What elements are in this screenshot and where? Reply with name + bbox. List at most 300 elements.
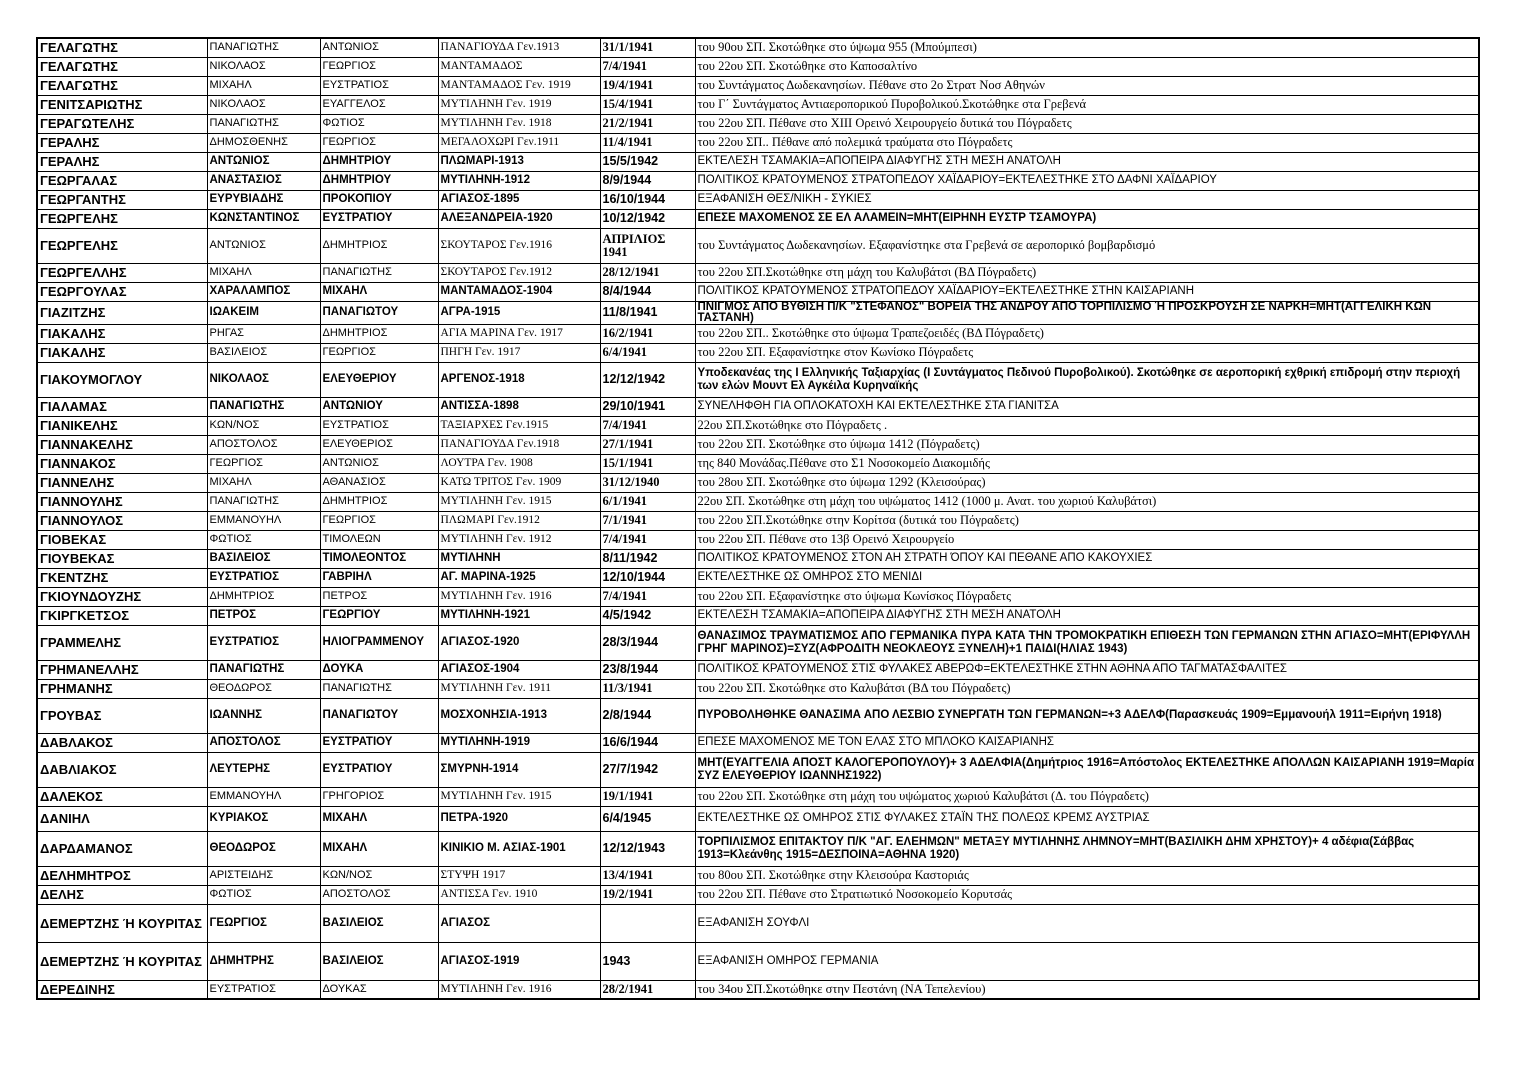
table-row xyxy=(37,568,1479,587)
description-cell: Υποδεκανέας της I Ελληνικής Ταξιαρχίας (I Συντάγματος Πεδινού Πυροβολικού). Σκοτώθηκε σε αεροπορική εχθρική επιδρομή στην περιοχή των ελών Μουντ Ελ Αγκέιλα Κυρηναϊκής xyxy=(695,362,1479,397)
date-cell: 7/4/1941 xyxy=(600,57,695,76)
birthplace-cell: ΠΗΓΗ Γεν. 1917 xyxy=(438,343,600,362)
description-cell: ΜΗΤ(ΕΥΑΓΓΕΛΙΑ ΑΠΟΣΤ ΚΑΛΟΓΕΡΟΠΟΥΛΟΥ)+ 3 ΑΔΕΛΦΙΑ(Δημήτριος 1916=Απόστολος ΕΚΤΕΛΕΣΤΗΚΕ ΑΠΟΛΛΩΝ ΚΑΙΣΑΡΙΑΝΗ 1919=Μαρία ΣΥΖ ΕΛΕΥΘΕΡΙΟΥ ΙΩΑΝΝΗΣ1922) xyxy=(695,752,1479,787)
father-name-cell: ΔΗΜΗΤΡΙΟΣ xyxy=(320,324,438,343)
description-cell: 22ου ΣΠ. Σκοτώθηκε στη μάχη του υψώματος 1412 (1000 μ. Ανατ. του χωριού Καλυβάτσι) xyxy=(695,492,1479,511)
surname-cell: ΓΕΛΑΓΩΤΗΣ xyxy=(37,38,207,57)
surname-cell: ΓΕΡΑΛΗΣ xyxy=(37,152,207,171)
surname-cell: ΓΕΩΡΓΕΛΗΣ xyxy=(37,209,207,228)
birthplace-cell: ΑΓ. ΜΑΡΙΝΑ-1925 xyxy=(438,568,600,587)
table-row xyxy=(37,606,1479,625)
table-row xyxy=(37,511,1479,530)
table-row xyxy=(37,806,1479,831)
birthplace-cell: ΜΥΤΙΛΗΝΗ Γεν. 1916 xyxy=(438,980,600,999)
description-cell: του 22ου ΣΠ. Πέθανε στο Στρατιωτικό Νοσοκομείο Κορυτσάς xyxy=(695,885,1479,904)
birthplace-cell: ΑΝΤΙΣΣΑ Γεν. 1910 xyxy=(438,885,600,904)
father-name-cell: ΕΥΣΤΡΑΤΙΟΥ xyxy=(320,733,438,752)
father-name-cell: ΔΗΜΗΤΡΙΟΥ xyxy=(320,152,438,171)
surname-cell: ΓΚΕΝΤΖΗΣ xyxy=(37,568,207,587)
date-cell: 4/5/1942 xyxy=(600,606,695,625)
birthplace-cell: ΤΑΞΙΑΡΧΕΣ Γεν.1915 xyxy=(438,416,600,435)
first-name-cell: ΚΩΝΣΤΑΝΤΙΝΟΣ xyxy=(207,209,320,228)
surname-cell: ΓΡΗΜΑΝΗΣ xyxy=(37,679,207,698)
surname-cell: ΓΚΙΡΓΚΕΤΣΟΣ xyxy=(37,606,207,625)
surname-cell: ΓΙΑΖΙΤΖΗΣ xyxy=(37,301,207,324)
date-cell: 12/12/1943 xyxy=(600,831,695,866)
date-cell: 15/1/1941 xyxy=(600,454,695,473)
birthplace-cell: ΜΥΤΙΛΗΝΗ Γεν. 1915 xyxy=(438,492,600,511)
first-name-cell: ΕΥΣΤΡΑΤΙΟΣ xyxy=(207,980,320,999)
father-name-cell: ΓΡΗΓΟΡΙΟΣ xyxy=(320,787,438,806)
surname-cell: ΓΕΛΑΓΩΤΗΣ xyxy=(37,57,207,76)
birthplace-cell: ΜΥΤΙΛΗΝΗ Γεν. 1918 xyxy=(438,114,600,133)
first-name-cell: ΡΗΓΑΣ xyxy=(207,324,320,343)
description-cell: του 22ου ΣΠ.. Σκοτώθηκε στο ύψωμα Τραπεζοειδές (ΒΔ Πόγραδετς) xyxy=(695,324,1479,343)
father-name-cell: ΓΑΒΡΙΗΛ xyxy=(320,568,438,587)
description-cell: ΠΝΙΓΜΟΣ ΑΠΟ ΒΥΘΙΣΗ Π/Κ "ΣΤΕΦΑΝΟΣ" ΒΟΡΕΙΑ ΤΗΣ ΑΝΔΡΟΥ ΑΠΟ ΤΟΡΠΙΛΙΣΜΟ Ή ΠΡΟΣΚΡΟΥΣΗ ΣΕ ΝΑΡΚΗ=ΜΗΤ(ΑΓΓΕΛΙΚΗ ΚΩΝ ΤΑΣΤΑΝΗ) xyxy=(695,301,1479,324)
table-row xyxy=(37,866,1479,885)
date-cell: 27/1/1941 xyxy=(600,435,695,454)
father-name-cell: ΔΗΜΗΤΡΙΟΥ xyxy=(320,171,438,190)
date-cell: 11/4/1941 xyxy=(600,133,695,152)
table-row xyxy=(37,343,1479,362)
first-name-cell: ΙΩΑΝΝΗΣ xyxy=(207,698,320,733)
casualty-register-table xyxy=(36,37,1480,1000)
birthplace-cell: ΜΥΤΙΛΗΝΗ Γεν. 1912 xyxy=(438,530,600,549)
date-cell: 7/1/1941 xyxy=(600,511,695,530)
date-cell: 16/6/1944 xyxy=(600,733,695,752)
table-body xyxy=(37,38,1479,999)
description-cell: του 90ου ΣΠ. Σκοτώθηκε στο ύψωμα 955 (Μπούμπεσι) xyxy=(695,38,1479,57)
surname-cell: ΓΡΟΥΒΑΣ xyxy=(37,698,207,733)
surname-cell: ΔΕΜΕΡΤΖΗΣ Ή ΚΟΥΡΙΤΑΣ xyxy=(37,904,207,942)
first-name-cell: ΑΠΟΣΤΟΛΟΣ xyxy=(207,733,320,752)
father-name-cell: ΓΕΩΡΓΙΟΥ xyxy=(320,606,438,625)
date-cell: 13/4/1941 xyxy=(600,866,695,885)
surname-cell: ΓΕΡΑΛΗΣ xyxy=(37,133,207,152)
description-cell: του 22ου ΣΠ. Εξαφανίστηκε στον Κωνίσκο Πόγραδετς xyxy=(695,343,1479,362)
first-name-cell: ΠΑΝΑΓΙΩΤΗΣ xyxy=(207,492,320,511)
surname-cell: ΓΙΑΛΑΜΑΣ xyxy=(37,397,207,416)
table-row xyxy=(37,228,1479,263)
first-name-cell: ΒΑΣΙΛΕΙΟΣ xyxy=(207,343,320,362)
table-row xyxy=(37,324,1479,343)
table-row xyxy=(37,454,1479,473)
first-name-cell: ΔΗΜΟΣΘΕΝΗΣ xyxy=(207,133,320,152)
description-cell: ΤΟΡΠΙΛΙΣΜΟΣ ΕΠΙΤΑΚΤΟΥ Π/Κ "ΑΓ. ΕΛΕΗΜΩΝ" ΜΕΤΑΞΥ ΜΥΤΙΛΗΝΗΣ ΛΗΜΝΟΥ=ΜΗΤ(ΒΑΣΙΛΙΚΗ ΔΗΜ ΧΡΗΣΤΟΥ)+ 4 αδέφια(Σάββας 1913=Κλεάνθης 1915=ΔΕΣΠΟΙΝΑ=ΑΘΗΝΑ 1920) xyxy=(695,831,1479,866)
table-row xyxy=(37,114,1479,133)
birthplace-cell: ΣΜΥΡΝΗ-1914 xyxy=(438,752,600,787)
description-cell: του 22ου ΣΠ.. Πέθανε από πολεμικά τραύματα στο Πόγραδετς xyxy=(695,133,1479,152)
birthplace-cell: ΑΓΡΑ-1915 xyxy=(438,301,600,324)
birthplace-cell: ΜΥΤΙΛΗΝΗ-1919 xyxy=(438,733,600,752)
first-name-cell: ΠΑΝΑΓΙΩΤΗΣ xyxy=(207,397,320,416)
first-name-cell: ΝΙΚΟΛΑΟΣ xyxy=(207,95,320,114)
birthplace-cell: ΚΙΝΙΚΙΟ Μ. ΑΣΙΑΣ-1901 xyxy=(438,831,600,866)
description-cell: του 22ου ΣΠ.Σκοτώθηκε στην Κορίτσα (δυτικά του Πόγραδετς) xyxy=(695,511,1479,530)
first-name-cell: ΦΩΤΙΟΣ xyxy=(207,530,320,549)
date-cell: 23/8/1944 xyxy=(600,660,695,679)
birthplace-cell: ΑΓΙΑΣΟΣ xyxy=(438,904,600,942)
first-name-cell: ΚΩΝ/ΝΟΣ xyxy=(207,416,320,435)
father-name-cell: ΔΗΜΗΤΡΙΟΣ xyxy=(320,492,438,511)
table-row xyxy=(37,282,1479,301)
father-name-cell: ΒΑΣΙΛΕΙΟΣ xyxy=(320,904,438,942)
table-row xyxy=(37,752,1479,787)
surname-cell: ΓΕΩΡΓΑΛΑΣ xyxy=(37,171,207,190)
description-cell: ΕΚΤΕΛΕΣΤΗΚΕ ΩΣ ΟΜΗΡΟΣ ΣΤΙΣ ΦΥΛΑΚΕΣ ΣΤΑΪΝ ΤΗΣ ΠΟΛΕΩΣ ΚΡΕΜΣ ΑΥΣΤΡΙΑΣ xyxy=(695,806,1479,831)
table-row xyxy=(37,831,1479,866)
father-name-cell: ΤΙΜΟΛΕΩΝ xyxy=(320,530,438,549)
father-name-cell: ΓΕΩΡΓΙΟΣ xyxy=(320,57,438,76)
first-name-cell: ΑΠΟΣΤΟΛΟΣ xyxy=(207,435,320,454)
description-cell: ΠΟΛΙΤΙΚΟΣ ΚΡΑΤΟΥΜΕΝΟΣ ΣΤΙΣ ΦΥΛΑΚΕΣ ΑΒΕΡΩΦ=ΕΚΤΕΛΕΣΤΗΚΕ ΣΤΗΝ ΑΘΗΝΑ ΑΠΟ ΤΑΓΜΑΤΑΣΦΑΛΙΤΕΣ xyxy=(695,660,1479,679)
birthplace-cell: ΣΚΟΥΤΑΡΟΣ Γεν.1912 xyxy=(438,263,600,282)
date-cell xyxy=(600,904,695,942)
table-row xyxy=(37,530,1479,549)
table-row xyxy=(37,679,1479,698)
table-row xyxy=(37,95,1479,114)
description-cell: ΕΚΤΕΛΕΣΗ ΤΣΑΜΑΚΙΑ=ΑΠΟΠΕΙΡΑ ΔΙΑΦΥΓΗΣ ΣΤΗ ΜΕΣΗ ΑΝΑΤΟΛΗ xyxy=(695,606,1479,625)
description-cell: του 22ου ΣΠ.Σκοτώθηκε στη μάχη του Καλυβάτσι (ΒΔ Πόγραδετς) xyxy=(695,263,1479,282)
date-cell: 16/2/1941 xyxy=(600,324,695,343)
description-cell: του Γ΄ Συντάγματος Αντιαεροπορικού Πυροβολικού.Σκοτώθηκε στα Γρεβενά xyxy=(695,95,1479,114)
birthplace-cell: ΣΚΟΥΤΑΡΟΣ Γεν.1916 xyxy=(438,228,600,263)
birthplace-cell: ΑΓΙΑΣΟΣ-1895 xyxy=(438,190,600,209)
first-name-cell: ΘΕΟΔΩΡΟΣ xyxy=(207,679,320,698)
first-name-cell: ΒΑΣΙΛΕΙΟΣ xyxy=(207,549,320,568)
first-name-cell: ΜΙΧΑΗΛ xyxy=(207,473,320,492)
table-row xyxy=(37,435,1479,454)
father-name-cell: ΑΝΤΩΝΙΟΣ xyxy=(320,38,438,57)
table-row xyxy=(37,133,1479,152)
surname-cell: ΓΙΑΝΝΟΥΛΗΣ xyxy=(37,492,207,511)
surname-cell: ΓΙΑΝΝΕΛΗΣ xyxy=(37,473,207,492)
first-name-cell: ΕΜΜΑΝΟΥΗΛ xyxy=(207,787,320,806)
first-name-cell: ΑΝΤΩΝΙΟΣ xyxy=(207,228,320,263)
table-row xyxy=(37,171,1479,190)
birthplace-cell: ΜΥΤΙΛΗΝΗ Γεν. 1911 xyxy=(438,679,600,698)
father-name-cell: ΠΑΝΑΓΙΩΤΟΥ xyxy=(320,698,438,733)
table-row xyxy=(37,397,1479,416)
description-cell: του 22ου ΣΠ. Σκοτώθηκε στο Καποσαλτίνο xyxy=(695,57,1479,76)
table-row xyxy=(37,57,1479,76)
description-cell: του 22ου ΣΠ. Σκοτώθηκε στο ύψωμα 1412 (Πόγραδετς) xyxy=(695,435,1479,454)
birthplace-cell: ΠΑΝΑΓΙΟΥΔΑ Γεν.1918 xyxy=(438,435,600,454)
date-cell: 6/1/1941 xyxy=(600,492,695,511)
father-name-cell: ΕΥΣΤΡΑΤΙΟΣ xyxy=(320,416,438,435)
first-name-cell: ΛΕΥΤΕΡΗΣ xyxy=(207,752,320,787)
table-row xyxy=(37,625,1479,660)
first-name-cell: ΑΝΤΩΝΙΟΣ xyxy=(207,152,320,171)
birthplace-cell: ΜΥΤΙΛΗΝΗ xyxy=(438,549,600,568)
birthplace-cell: ΜΑΝΤΑΜΑΔΟΣ xyxy=(438,57,600,76)
father-name-cell: ΑΘΑΝΑΣΙΟΣ xyxy=(320,473,438,492)
table-row xyxy=(37,473,1479,492)
table-row xyxy=(37,76,1479,95)
surname-cell: ΓΚΙΟΥΝΔΟΥΖΗΣ xyxy=(37,587,207,606)
birthplace-cell: ΑΡΓΕΝΟΣ-1918 xyxy=(438,362,600,397)
father-name-cell: ΑΝΤΩΝΙΟΣ xyxy=(320,454,438,473)
description-cell: της 840 Μονάδας.Πέθανε στο Σ1 Νοσοκομείο Διακομιδής xyxy=(695,454,1479,473)
table-row xyxy=(37,209,1479,228)
father-name-cell: ΠΑΝΑΓΙΩΤΟΥ xyxy=(320,301,438,324)
date-cell: 15/5/1942 xyxy=(600,152,695,171)
birthplace-cell: ΠΛΩΜΑΡΙ Γεν.1912 xyxy=(438,511,600,530)
birthplace-cell: ΑΓΙΑΣΟΣ-1920 xyxy=(438,625,600,660)
father-name-cell: ΔΟΥΚΑΣ xyxy=(320,980,438,999)
father-name-cell: ΔΟΥΚΑ xyxy=(320,660,438,679)
table-row xyxy=(37,301,1479,324)
surname-cell: ΓΡΗΜΑΝΕΛΛΗΣ xyxy=(37,660,207,679)
table-row xyxy=(37,733,1479,752)
table-row xyxy=(37,416,1479,435)
table-row xyxy=(37,904,1479,942)
description-cell: ΕΠΕΣΕ ΜΑΧΟΜΕΝΟΣ ΜΕ ΤΟΝ ΕΛΑΣ ΣΤΟ ΜΠΛΟΚΟ ΚΑΙΣΑΡΙΑΝΗΣ xyxy=(695,733,1479,752)
father-name-cell: ΓΕΩΡΓΙΟΣ xyxy=(320,133,438,152)
table-row xyxy=(37,942,1479,980)
description-cell: ΠΟΛΙΤΙΚΟΣ ΚΡΑΤΟΥΜΕΝΟΣ ΣΤΡΑΤΟΠΕΔΟΥ ΧΑΪΔΑΡΙΟΥ=ΕΚΤΕΛΕΣΤΗΚΕ ΣΤΗΝ ΚΑΙΣΑΡΙΑΝΗ xyxy=(695,282,1479,301)
description-cell: ΕΞΑΦΑΝΙΣΗ ΣΟΥΦΛΙ xyxy=(695,904,1479,942)
date-cell: 16/10/1944 xyxy=(600,190,695,209)
father-name-cell: ΓΕΩΡΓΙΟΣ xyxy=(320,511,438,530)
description-cell: του 28ου ΣΠ. Σκοτώθηκε στο ύψωμα 1292 (Κλεισούρας) xyxy=(695,473,1479,492)
first-name-cell: ΙΩΑΚΕΙΜ xyxy=(207,301,320,324)
father-name-cell: ΑΝΤΩΝΙΟΥ xyxy=(320,397,438,416)
birthplace-cell: ΜΟΣΧΟΝΗΣΙΑ-1913 xyxy=(438,698,600,733)
surname-cell: ΔΑΛΕΚΟΣ xyxy=(37,787,207,806)
date-cell: 6/4/1945 xyxy=(600,806,695,831)
surname-cell: ΓΙΑΝΝΑΚΟΣ xyxy=(37,454,207,473)
date-cell: 19/4/1941 xyxy=(600,76,695,95)
date-cell: 8/11/1942 xyxy=(600,549,695,568)
birthplace-cell: ΜΥΤΙΛΗΝΗ Γεν. 1919 xyxy=(438,95,600,114)
birthplace-cell: ΜΥΤΙΛΗΝΗ-1912 xyxy=(438,171,600,190)
date-cell: 28/12/1941 xyxy=(600,263,695,282)
birthplace-cell: ΣΤΥΨΗ 1917 xyxy=(438,866,600,885)
first-name-cell: ΚΥΡΙΑΚΟΣ xyxy=(207,806,320,831)
date-cell: 19/1/1941 xyxy=(600,787,695,806)
birthplace-cell: ΛΟΥΤΡΑ Γεν. 1908 xyxy=(438,454,600,473)
father-name-cell: ΠΑΝΑΓΙΩΤΗΣ xyxy=(320,263,438,282)
birthplace-cell: ΜΕΓΑΛΟΧΩΡΙ Γεν.1911 xyxy=(438,133,600,152)
surname-cell: ΔΑΒΛΙΑΚΟΣ xyxy=(37,752,207,787)
table-row xyxy=(37,787,1479,806)
surname-cell: ΔΑΡΔΑΜΑΝΟΣ xyxy=(37,831,207,866)
surname-cell: ΓΕΩΡΓΕΛΗΣ xyxy=(37,228,207,263)
surname-cell: ΔΕΛΗΣ xyxy=(37,885,207,904)
table-row xyxy=(37,885,1479,904)
date-cell: 31/12/1940 xyxy=(600,473,695,492)
surname-cell: ΓΙΟΒΕΚΑΣ xyxy=(37,530,207,549)
description-cell: του Συντάγματος Δωδεκανησίων. Πέθανε στο 2ο Στρατ Νοσ Αθηνών xyxy=(695,76,1479,95)
father-name-cell: ΕΥΣΤΡΑΤΙΟΥ xyxy=(320,752,438,787)
surname-cell: ΓΙΑΝΝΑΚΕΛΗΣ xyxy=(37,435,207,454)
surname-cell: ΓΕΡΑΓΩΤΕΛΗΣ xyxy=(37,114,207,133)
description-cell: του 22ου ΣΠ. Εξαφανίστηκε στο ύψωμα Κωνίσκος Πόγραδετς xyxy=(695,587,1479,606)
father-name-cell: ΚΩΝ/ΝΟΣ xyxy=(320,866,438,885)
first-name-cell: ΦΩΤΙΟΣ xyxy=(207,885,320,904)
father-name-cell: ΤΙΜΟΛΕΟΝΤΟΣ xyxy=(320,549,438,568)
first-name-cell: ΠΑΝΑΓΙΩΤΗΣ xyxy=(207,660,320,679)
first-name-cell: ΓΕΩΡΓΙΟΣ xyxy=(207,454,320,473)
father-name-cell: ΔΗΜΗΤΡΙΟΣ xyxy=(320,228,438,263)
table-row xyxy=(37,660,1479,679)
first-name-cell: ΜΙΧΑΗΛ xyxy=(207,263,320,282)
birthplace-cell: ΠΑΝΑΓΙΟΥΔΑ Γεν.1913 xyxy=(438,38,600,57)
birthplace-cell: ΑΓΙΑΣΟΣ-1904 xyxy=(438,660,600,679)
first-name-cell: ΑΡΙΣΤΕΙΔΗΣ xyxy=(207,866,320,885)
surname-cell: ΓΙΑΝΝΟΥΛΟΣ xyxy=(37,511,207,530)
date-cell: 31/1/1941 xyxy=(600,38,695,57)
surname-cell: ΔΑΝΙΗΛ xyxy=(37,806,207,831)
father-name-cell: ΕΥΑΓΓΕΛΟΣ xyxy=(320,95,438,114)
date-cell: 1943 xyxy=(600,942,695,980)
date-cell: 7/4/1941 xyxy=(600,416,695,435)
description-cell: ΘΑΝΑΣΙΜΟΣ ΤΡΑΥΜΑΤΙΣΜΟΣ ΑΠΟ ΓΕΡΜΑΝΙΚΑ ΠΥΡΑ ΚΑΤΑ ΤΗΝ ΤΡΟΜΟΚΡΑΤΙΚΗ ΕΠΙΘΕΣΗ ΤΩΝ ΓΕΡΜΑΝΩΝ ΣΤΗΝ ΑΓΙΑΣΟ=ΜΗΤ(ΕΡΙΦΥΛΛΗ ΓΡΗΓ ΜΑΡΙΝΟΣ)=ΣΥΖ(ΑΦΡΟΔΙΤΗ ΝΕΟΚΛΕΟΥΣ ΞΥΝΕΛΗ)+1 ΠΑΙΔΙ(ΗΛΙΑΣ 1943) xyxy=(695,625,1479,660)
description-cell: ΠΟΛΙΤΙΚΟΣ ΚΡΑΤΟΥΜΕΝΟΣ ΣΤΡΑΤΟΠΕΔΟΥ ΧΑΪΔΑΡΙΟΥ=ΕΚΤΕΛΕΣΤΗΚΕ ΣΤΟ ΔΑΦΝΙ ΧΑΪΔΑΡΙΟΥ xyxy=(695,171,1479,190)
surname-cell: ΓΡΑΜΜΕΛΗΣ xyxy=(37,625,207,660)
description-cell: του 80ου ΣΠ. Σκοτώθηκε στην Κλεισούρα Καστοριάς xyxy=(695,866,1479,885)
table-row xyxy=(37,698,1479,733)
father-name-cell: ΠΕΤΡΟΣ xyxy=(320,587,438,606)
first-name-cell: ΔΗΜΗΤΡΗΣ xyxy=(207,942,320,980)
birthplace-cell: ΜΑΝΤΑΜΑΔΟΣ-1904 xyxy=(438,282,600,301)
birthplace-cell: ΚΑΤΩ ΤΡΙΤΟΣ Γεν. 1909 xyxy=(438,473,600,492)
first-name-cell: ΕΥΡΥΒΙΑΔΗΣ xyxy=(207,190,320,209)
description-cell: ΠΥΡΟΒΟΛΗΘΗΚΕ ΘΑΝΑΣΙΜΑ ΑΠΟ ΛΕΣΒΙΟ ΣΥΝΕΡΓΑΤΗ ΤΩΝ ΓΕΡΜΑΝΩΝ=+3 ΑΔΕΛΦ(Παρασκευάς 1909=Εμμανουήλ 1911=Ειρήνη 1918) xyxy=(695,698,1479,733)
father-name-cell: ΒΑΣΙΛΕΙΟΣ xyxy=(320,942,438,980)
first-name-cell: ΜΙΧΑΗΛ xyxy=(207,76,320,95)
surname-cell: ΓΙΟΥΒΕΚΑΣ xyxy=(37,549,207,568)
date-cell: 6/4/1941 xyxy=(600,343,695,362)
date-cell: 7/4/1941 xyxy=(600,530,695,549)
surname-cell: ΓΕΩΡΓΕΛΛΗΣ xyxy=(37,263,207,282)
father-name-cell: ΕΛΕΥΘΕΡΙΟΥ xyxy=(320,362,438,397)
birthplace-cell: ΜΥΤΙΛΗΝΗ-1921 xyxy=(438,606,600,625)
table-row xyxy=(37,38,1479,57)
first-name-cell: ΝΙΚΟΛΑΟΣ xyxy=(207,362,320,397)
father-name-cell: ΠΑΝΑΓΙΩΤΗΣ xyxy=(320,679,438,698)
surname-cell: ΓΙΑΚΑΛΗΣ xyxy=(37,343,207,362)
date-cell: 29/10/1941 xyxy=(600,397,695,416)
description-cell: του 22ου ΣΠ. Πέθανε στο XIII Ορεινό Χειρουργείο δυτικά του Πόγραδετς xyxy=(695,114,1479,133)
description-cell: ΕΞΑΦΑΝΙΣΗ ΘΕΣ/ΝΙΚΗ - ΣΥΚΙΕΣ xyxy=(695,190,1479,209)
table-row xyxy=(37,263,1479,282)
father-name-cell: ΦΩΤΙΟΣ xyxy=(320,114,438,133)
description-cell: του 34ου ΣΠ.Σκοτώθηκε στην Πεστάνη (ΝΑ Τεπελενίου) xyxy=(695,980,1479,999)
description-cell: ΕΞΑΦΑΝΙΣΗ ΟΜΗΡΟΣ ΓΕΡΜΑΝΙΑ xyxy=(695,942,1479,980)
description-cell: ΕΠΕΣΕ ΜΑΧΟΜΕΝΟΣ ΣΕ ΕΛ ΑΛΑΜΕΙΝ=ΜΗΤ(ΕΙΡΗΝΗ ΕΥΣΤΡ ΤΣΑΜΟΥΡΑ) xyxy=(695,209,1479,228)
date-cell: ΑΠΡΙΛΙΟΣ 1941 xyxy=(600,228,695,263)
date-cell: 8/9/1944 xyxy=(600,171,695,190)
date-cell: 7/4/1941 xyxy=(600,587,695,606)
date-cell: 12/12/1942 xyxy=(600,362,695,397)
first-name-cell: ΝΙΚΟΛΑΟΣ xyxy=(207,57,320,76)
surname-cell: ΔΑΒΛΑΚΟΣ xyxy=(37,733,207,752)
father-name-cell: ΕΛΕΥΘΕΡΙΟΣ xyxy=(320,435,438,454)
first-name-cell: ΑΝΑΣΤΑΣΙΟΣ xyxy=(207,171,320,190)
surname-cell: ΔΕΛΗΜΗΤΡΟΣ xyxy=(37,866,207,885)
date-cell: 21/2/1941 xyxy=(600,114,695,133)
date-cell: 11/8/1941 xyxy=(600,301,695,324)
first-name-cell: ΠΑΝΑΓΙΩΤΗΣ xyxy=(207,114,320,133)
table-row xyxy=(37,492,1479,511)
table-row xyxy=(37,980,1479,999)
surname-cell: ΓΙΑΝΙΚΕΛΗΣ xyxy=(37,416,207,435)
date-cell: 27/7/1942 xyxy=(600,752,695,787)
date-cell: 19/2/1941 xyxy=(600,885,695,904)
father-name-cell: ΗΛΙΟΓΡΑΜΜΕΝΟΥ xyxy=(320,625,438,660)
first-name-cell: ΕΥΣΤΡΑΤΙΟΣ xyxy=(207,568,320,587)
birthplace-cell: ΑΛΕΞΑΝΔΡΕΙΑ-1920 xyxy=(438,209,600,228)
father-name-cell: ΜΙΧΑΗΛ xyxy=(320,282,438,301)
birthplace-cell: ΑΝΤΙΣΣΑ-1898 xyxy=(438,397,600,416)
father-name-cell: ΕΥΣΤΡΑΤΙΟΥ xyxy=(320,209,438,228)
first-name-cell: ΕΜΜΑΝΟΥΗΛ xyxy=(207,511,320,530)
first-name-cell: ΠΑΝΑΓΙΩΤΗΣ xyxy=(207,38,320,57)
description-cell: ΠΟΛΙΤΙΚΟΣ ΚΡΑΤΟΥΜΕΝΟΣ ΣΤΟΝ ΑΗ ΣΤΡΑΤΗ ΌΠΟΥ ΚΑΙ ΠΕΘΑΝΕ ΑΠΟ ΚΑΚΟΥΧΙΕΣ xyxy=(695,549,1479,568)
first-name-cell: ΔΗΜΗΤΡΙΟΣ xyxy=(207,587,320,606)
surname-cell: ΓΙΑΚΟΥΜΟΓΛΟΥ xyxy=(37,362,207,397)
first-name-cell: ΕΥΣΤΡΑΤΙΟΣ xyxy=(207,625,320,660)
surname-cell: ΓΙΑΚΑΛΗΣ xyxy=(37,324,207,343)
surname-cell: ΓΕΩΡΓΑΝΤΗΣ xyxy=(37,190,207,209)
father-name-cell: ΓΕΩΡΓΙΟΣ xyxy=(320,343,438,362)
table-row xyxy=(37,152,1479,171)
table-row xyxy=(37,190,1479,209)
birthplace-cell: ΠΕΤΡΑ-1920 xyxy=(438,806,600,831)
father-name-cell: ΜΙΧΑΗΛ xyxy=(320,806,438,831)
birthplace-cell: ΜΑΝΤΑΜΑΔΟΣ Γεν. 1919 xyxy=(438,76,600,95)
date-cell: 15/4/1941 xyxy=(600,95,695,114)
description-cell: ΣΥΝΕΛΗΦΘΗ ΓΙΑ ΟΠΛΟΚΑΤΟΧΗ ΚΑΙ ΕΚΤΕΛΕΣΤΗΚΕ ΣΤΑ ΓΙΑΝΙΤΣΑ xyxy=(695,397,1479,416)
description-cell: του Συντάγματος Δωδεκανησίων. Εξαφανίστηκε στα Γρεβενά σε αεροπορικό βομβαρδισμό xyxy=(695,228,1479,263)
birthplace-cell: ΜΥΤΙΛΗΝΗ Γεν. 1915 xyxy=(438,787,600,806)
description-cell: του 22ου ΣΠ. Σκοτώθηκε στο Καλυβάτσι (ΒΔ του Πόγραδετς) xyxy=(695,679,1479,698)
surname-cell: ΓΕΩΡΓΟΥΛΑΣ xyxy=(37,282,207,301)
date-cell: 12/10/1944 xyxy=(600,568,695,587)
table-row xyxy=(37,587,1479,606)
date-cell: 10/12/1942 xyxy=(600,209,695,228)
father-name-cell: ΠΡΟΚΟΠΙΟΥ xyxy=(320,190,438,209)
date-cell: 2/8/1944 xyxy=(600,698,695,733)
date-cell: 28/2/1941 xyxy=(600,980,695,999)
birthplace-cell: ΑΓΙΑΣΟΣ-1919 xyxy=(438,942,600,980)
birthplace-cell: ΠΛΩΜΑΡΙ-1913 xyxy=(438,152,600,171)
birthplace-cell: ΜΥΤΙΛΗΝΗ Γεν. 1916 xyxy=(438,587,600,606)
first-name-cell: ΓΕΩΡΓΙΟΣ xyxy=(207,904,320,942)
description-cell: ΕΚΤΕΛΕΣΤΗΚΕ ΩΣ ΟΜΗΡΟΣ ΣΤΟ ΜΕΝΙΔΙ xyxy=(695,568,1479,587)
description-cell: ΕΚΤΕΛΕΣΗ ΤΣΑΜΑΚΙΑ=ΑΠΟΠΕΙΡΑ ΔΙΑΦΥΓΗΣ ΣΤΗ ΜΕΣΗ ΑΝΑΤΟΛΗ xyxy=(695,152,1479,171)
father-name-cell: ΕΥΣΤΡΑΤΙΟΣ xyxy=(320,76,438,95)
surname-cell: ΓΕΝΙΤΣΑΡΙΩΤΗΣ xyxy=(37,95,207,114)
description-cell: 22ου ΣΠ.Σκοτώθηκε στο Πόγραδετς . xyxy=(695,416,1479,435)
description-cell: του 22ου ΣΠ. Πέθανε στο 13β Ορεινό Χειρουργείο xyxy=(695,530,1479,549)
birthplace-cell: ΑΓΙΑ ΜΑΡΙΝΑ Γεν. 1917 xyxy=(438,324,600,343)
surname-cell: ΔΕΡΕΔΙΝΗΣ xyxy=(37,980,207,999)
surname-cell: ΓΕΛΑΓΩΤΗΣ xyxy=(37,76,207,95)
first-name-cell: ΠΕΤΡΟΣ xyxy=(207,606,320,625)
surname-cell: ΔΕΜΕΡΤΖΗΣ Ή ΚΟΥΡΙΤΑΣ xyxy=(37,942,207,980)
table-row xyxy=(37,549,1479,568)
father-name-cell: ΑΠΟΣΤΟΛΟΣ xyxy=(320,885,438,904)
date-cell: 11/3/1941 xyxy=(600,679,695,698)
description-cell: του 22ου ΣΠ. Σκοτώθηκε στη μάχη του υψώματος χωριού Καλυβάτσι (Δ. του Πόγραδετς) xyxy=(695,787,1479,806)
date-cell: 28/3/1944 xyxy=(600,625,695,660)
first-name-cell: ΧΑΡΑΛΑΜΠΟΣ xyxy=(207,282,320,301)
date-cell: 8/4/1944 xyxy=(600,282,695,301)
